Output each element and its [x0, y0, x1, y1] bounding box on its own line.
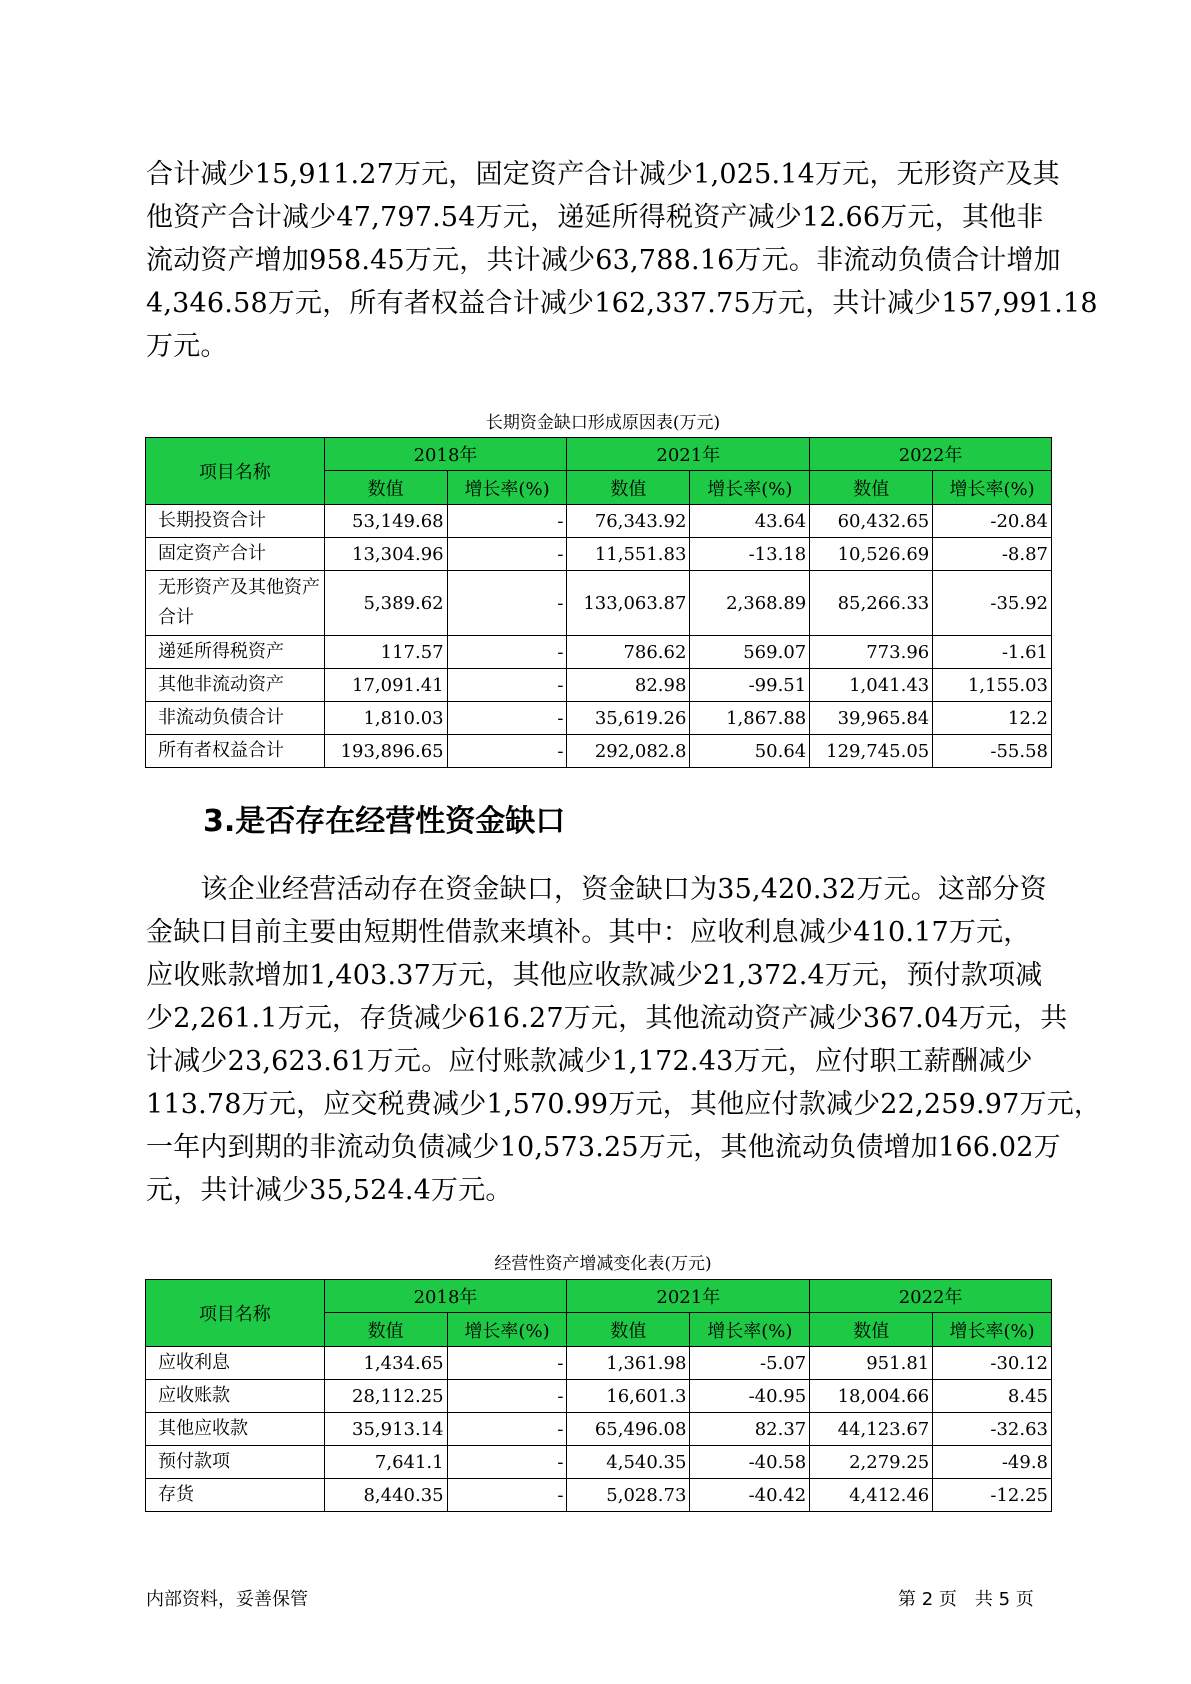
table-cell: 16,601.3: [567, 1380, 690, 1413]
paragraph-line: 合计减少15,911.27万元，固定资产合计减少1,025.14万元，无形资产及其: [146, 159, 1060, 190]
row-label: 其他非流动资产: [146, 669, 325, 702]
table-row: [146, 1479, 1052, 1512]
table-row: [146, 1380, 1052, 1413]
table-cell: 569.07: [690, 636, 810, 669]
section-heading: 3.是否存在经营性资金缺口: [203, 804, 566, 839]
growth-rate-header: 增长率(%): [447, 471, 567, 505]
year-header: 2022年: [810, 1280, 1052, 1313]
table-cell: -: [447, 538, 567, 571]
footer-confidential-note: 内部资料，妥善保管: [146, 1589, 308, 1610]
growth-rate-header: 增长率(%): [690, 1313, 810, 1347]
table-cell: 1,155.03: [933, 669, 1052, 702]
table-cell: 1,041.43: [810, 669, 933, 702]
table-row: [146, 505, 1052, 538]
table-cell: -55.58: [933, 735, 1052, 768]
table-cell: 117.57: [324, 636, 447, 669]
table-cell: 133,063.87: [567, 571, 690, 636]
table-row: [146, 1347, 1052, 1380]
paragraph-line: 万元。: [146, 331, 228, 362]
table-cell: 43.64: [690, 505, 810, 538]
table-cell: -: [447, 1380, 567, 1413]
table-cell: 65,496.08: [567, 1413, 690, 1446]
table-caption: 经营性资产增减变化表(万元): [494, 1254, 712, 1274]
row-label: 应收利息: [146, 1347, 325, 1380]
row-label: 无形资产及其他资产合计: [146, 571, 325, 636]
paragraph-line: 应收账款增加1,403.37万元，其他应收款减少21,372.4万元，预付款项减: [146, 960, 1043, 991]
table-cell: -5.07: [690, 1347, 810, 1380]
table-cell: 5,389.62: [324, 571, 447, 636]
table-row: [146, 571, 1052, 636]
value-header: 数值: [567, 471, 690, 505]
table-row: [146, 702, 1052, 735]
table-cell: -8.87: [933, 538, 1052, 571]
table-cell: 18,004.66: [810, 1380, 933, 1413]
table-row: [146, 636, 1052, 669]
row-label: 固定资产合计: [146, 538, 325, 571]
table-cell: 2,368.89: [690, 571, 810, 636]
row-label: 其他应收款: [146, 1413, 325, 1446]
table-cell: 8.45: [933, 1380, 1052, 1413]
table-cell: -30.12: [933, 1347, 1052, 1380]
row-label: 所有者权益合计: [146, 735, 325, 768]
table-cell: 8,440.35: [324, 1479, 447, 1512]
table-cell: -13.18: [690, 538, 810, 571]
table-cell: 773.96: [810, 636, 933, 669]
table-cell: -: [447, 669, 567, 702]
table-cell: 53,149.68: [324, 505, 447, 538]
table-cell: 28,112.25: [324, 1380, 447, 1413]
table-row: [146, 1446, 1052, 1479]
table-cell: 44,123.67: [810, 1413, 933, 1446]
table-cell: 7,641.1: [324, 1446, 447, 1479]
table-cell: -: [447, 505, 567, 538]
paragraph-operating-gap: [146, 868, 1102, 1212]
paragraph-line: 他资产合计减少47,797.54万元，递延所得税资产减少12.66万元，其他非: [146, 202, 1044, 233]
paragraph-line: 元，共计减少35,524.4万元。: [146, 1175, 513, 1206]
table-caption: 长期资金缺口形成原因表(万元): [485, 413, 721, 433]
table-row: [146, 735, 1052, 768]
paragraph-line: 4,346.58万元，所有者权益合计减少162,337.75万元，共计减少157,991.18: [146, 288, 1098, 319]
table-cell: -12.25: [933, 1479, 1052, 1512]
value-header: 数值: [324, 471, 447, 505]
item-name-header: 项目名称: [146, 438, 325, 505]
table-cell: -: [447, 571, 567, 636]
table-cell: 76,343.92: [567, 505, 690, 538]
table-cell: 39,965.84: [810, 702, 933, 735]
table-cell: 35,619.26: [567, 702, 690, 735]
paragraph-line: 该企业经营活动存在资金缺口，资金缺口为35,420.32万元。这部分资: [146, 874, 1047, 905]
table-row: [146, 1413, 1052, 1446]
table-cell: 13,304.96: [324, 538, 447, 571]
year-header: 2018年: [324, 438, 567, 471]
table-row: [146, 538, 1052, 571]
year-header: 2018年: [324, 1280, 567, 1313]
value-header: 数值: [810, 1313, 933, 1347]
table-cell: 10,526.69: [810, 538, 933, 571]
table-cell: 11,551.83: [567, 538, 690, 571]
table-cell: 1,434.65: [324, 1347, 447, 1380]
table-cell: 50.64: [690, 735, 810, 768]
table-cell: -40.95: [690, 1380, 810, 1413]
table-cell: -40.58: [690, 1446, 810, 1479]
row-label: 存货: [146, 1479, 325, 1512]
table-cell: 951.81: [810, 1347, 933, 1380]
table-cell: 129,745.05: [810, 735, 933, 768]
table-cell: 193,896.65: [324, 735, 447, 768]
paragraph-line: 113.78万元，应交税费减少1,570.99万元，其他应付款减少22,259.97万元，: [146, 1089, 1102, 1120]
paragraph-line: 一年内到期的非流动负债减少10,573.25万元，其他流动负债增加166.02万: [146, 1132, 1061, 1163]
growth-rate-header: 增长率(%): [933, 471, 1052, 505]
table-cell: 2,279.25: [810, 1446, 933, 1479]
value-header: 数值: [567, 1313, 690, 1347]
table-cell: -: [447, 702, 567, 735]
table-cell: 4,540.35: [567, 1446, 690, 1479]
value-header: 数值: [324, 1313, 447, 1347]
table-cell: 1,361.98: [567, 1347, 690, 1380]
table-cell: -: [447, 1446, 567, 1479]
growth-rate-header: 增长率(%): [933, 1313, 1052, 1347]
table-cell: -: [447, 735, 567, 768]
paragraph-line: 少2,261.1万元，存货减少616.27万元，其他流动资产减少367.04万元，共: [146, 1003, 1068, 1034]
table-cell: -: [447, 636, 567, 669]
paragraph-line: 计减少23,623.61万元。应付账款减少1,172.43万元，应付职工薪酬减少: [146, 1046, 1033, 1077]
table-cell: 85,266.33: [810, 571, 933, 636]
table-cell: -: [447, 1479, 567, 1512]
table-cell: -99.51: [690, 669, 810, 702]
paragraph-long-term-summary: [146, 153, 1098, 368]
table-cell: -35.92: [933, 571, 1052, 636]
row-label: 非流动负债合计: [146, 702, 325, 735]
table-cell: 12.2: [933, 702, 1052, 735]
table-cell: -32.63: [933, 1413, 1052, 1446]
paragraph-line: 金缺口目前主要由短期性借款来填补。其中：应收利息减少410.17万元，: [146, 917, 1031, 948]
table-cell: -1.61: [933, 636, 1052, 669]
operating-assets-change-table: [145, 1279, 1052, 1512]
table-cell: 1,810.03: [324, 702, 447, 735]
table-cell: -40.42: [690, 1479, 810, 1512]
table-cell: -20.84: [933, 505, 1052, 538]
table-cell: 786.62: [567, 636, 690, 669]
table-cell: 60,432.65: [810, 505, 933, 538]
paragraph-line: 流动资产增加958.45万元，共计减少63,788.16万元。非流动负债合计增加: [146, 245, 1061, 276]
table-cell: 4,412.46: [810, 1479, 933, 1512]
table-cell: 17,091.41: [324, 669, 447, 702]
table-cell: 82.98: [567, 669, 690, 702]
row-label: 应收账款: [146, 1380, 325, 1413]
year-header: 2021年: [567, 438, 810, 471]
growth-rate-header: 增长率(%): [447, 1313, 567, 1347]
page-number: 第 2 页 共 5 页: [898, 1589, 1034, 1610]
table-cell: 5,028.73: [567, 1479, 690, 1512]
long-term-funding-gap-table: [145, 437, 1052, 768]
year-header: 2021年: [567, 1280, 810, 1313]
row-label: 递延所得税资产: [146, 636, 325, 669]
table-cell: 1,867.88: [690, 702, 810, 735]
growth-rate-header: 增长率(%): [690, 471, 810, 505]
table-cell: 35,913.14: [324, 1413, 447, 1446]
table-cell: 82.37: [690, 1413, 810, 1446]
table-cell: -: [447, 1347, 567, 1380]
table-cell: -: [447, 1413, 567, 1446]
row-label: 预付款项: [146, 1446, 325, 1479]
year-header: 2022年: [810, 438, 1052, 471]
table-row: [146, 669, 1052, 702]
value-header: 数值: [810, 471, 933, 505]
table-cell: -49.8: [933, 1446, 1052, 1479]
table-cell: 292,082.8: [567, 735, 690, 768]
row-label: 长期投资合计: [146, 505, 325, 538]
item-name-header: 项目名称: [146, 1280, 325, 1347]
